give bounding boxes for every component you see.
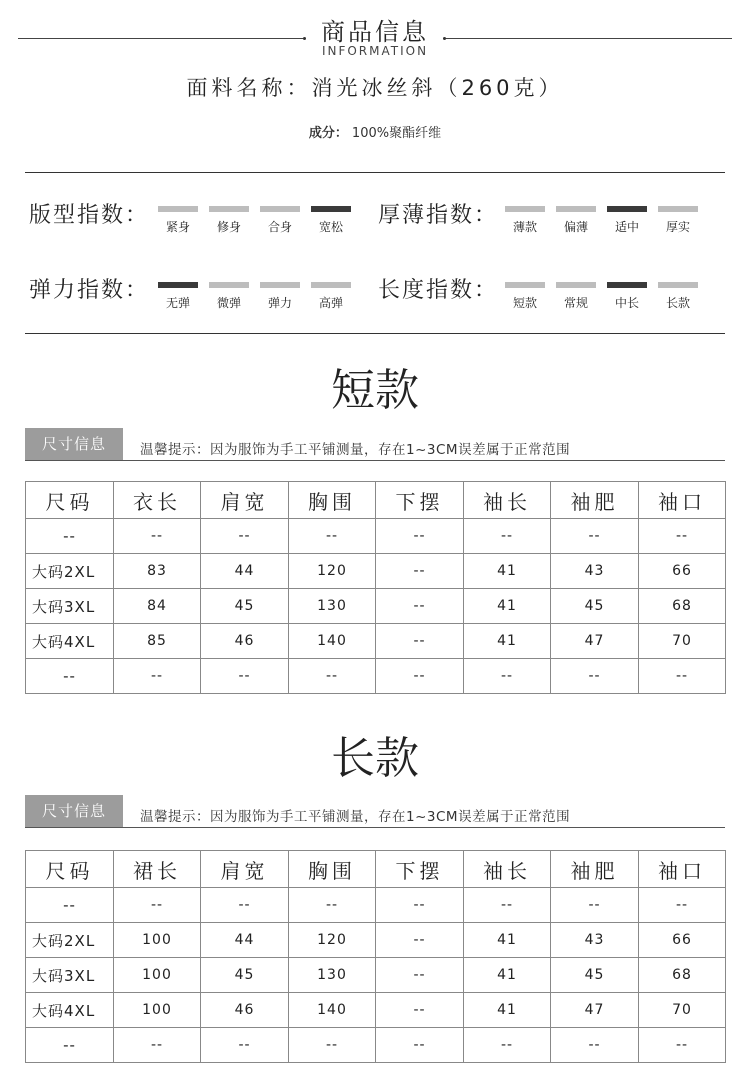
table-cell: 68 xyxy=(639,589,726,624)
index-bar xyxy=(607,282,647,288)
table-cell: -- xyxy=(376,554,464,589)
table-row xyxy=(26,958,726,993)
index-bar xyxy=(607,206,647,212)
header-cell: 衣长 xyxy=(114,482,201,519)
table-cell: -- xyxy=(114,519,201,554)
index-option: 常规 xyxy=(563,296,588,310)
index-bar xyxy=(158,206,198,212)
index-option: 厚实 xyxy=(665,220,690,234)
index-option: 偏薄 xyxy=(563,220,588,234)
index-option: 微弹 xyxy=(216,296,241,310)
header-cell: 尺码 xyxy=(26,851,114,888)
index-bar xyxy=(209,206,249,212)
index-title: 厚薄指数： xyxy=(378,203,499,228)
fabric-name: 面料名称：消光冰丝斜（260克） xyxy=(186,76,564,100)
table-cell: 130 xyxy=(289,589,376,624)
index-bar xyxy=(311,282,351,288)
size-tip: 温馨提示：因为服饰为手工平铺测量，存在1~3CM误差属于正常范围 xyxy=(140,809,571,825)
table-cell: 68 xyxy=(639,958,726,993)
table-row xyxy=(26,888,726,923)
table-cell: -- xyxy=(376,958,464,993)
table-cell: -- xyxy=(114,659,201,694)
index-option: 适中 xyxy=(614,220,639,234)
table-cell: 41 xyxy=(464,958,551,993)
composition-value: 100%聚酯纤维 xyxy=(351,126,442,141)
index-option: 中长 xyxy=(614,296,639,310)
table-cell: -- xyxy=(289,659,376,694)
table-cell: 大码4XL xyxy=(26,993,114,1028)
table-cell: -- xyxy=(26,1028,114,1063)
table-cell: -- xyxy=(289,1028,376,1063)
table-cell: -- xyxy=(639,659,726,694)
table-cell: -- xyxy=(289,888,376,923)
index-bar xyxy=(658,206,698,212)
table-cell: -- xyxy=(26,519,114,554)
table-cell: 140 xyxy=(289,624,376,659)
table-cell: -- xyxy=(26,659,114,694)
table-cell: 66 xyxy=(639,923,726,958)
table-row xyxy=(26,624,726,659)
table-cell: 84 xyxy=(114,589,201,624)
table-cell: -- xyxy=(376,923,464,958)
index-option: 长款 xyxy=(665,296,690,310)
header-cell: 胸围 xyxy=(289,851,376,888)
table-cell: 大码2XL xyxy=(26,554,114,589)
composition-label: 成分： xyxy=(308,126,348,141)
index-option: 合身 xyxy=(267,220,292,234)
header-cell: 袖肥 xyxy=(551,482,639,519)
header-cell: 袖长 xyxy=(464,851,551,888)
table-cell: 大码4XL xyxy=(26,624,114,659)
table-cell: -- xyxy=(376,1028,464,1063)
table-cell: -- xyxy=(551,888,639,923)
table-cell: -- xyxy=(376,888,464,923)
table-cell: 140 xyxy=(289,993,376,1028)
index-bar xyxy=(158,282,198,288)
table-cell: 66 xyxy=(639,554,726,589)
size-table-long xyxy=(25,850,726,1063)
table-cell: -- xyxy=(639,519,726,554)
table-cell: -- xyxy=(376,624,464,659)
table-cell: 100 xyxy=(114,993,201,1028)
page-title: 商品信息 xyxy=(321,18,429,46)
header-cell: 尺码 xyxy=(26,482,114,519)
index-title: 弹力指数： xyxy=(29,278,150,303)
table-cell: -- xyxy=(464,1028,551,1063)
table-row xyxy=(26,1028,726,1063)
table-cell: 44 xyxy=(201,923,289,958)
size-table-short xyxy=(25,481,726,694)
table-cell: -- xyxy=(464,888,551,923)
section-rule xyxy=(25,460,725,461)
table-cell: 大码3XL xyxy=(26,958,114,993)
section-rule xyxy=(25,827,725,828)
table-header-row xyxy=(26,851,726,888)
index-bar xyxy=(260,282,300,288)
table-cell: 44 xyxy=(201,554,289,589)
table-cell: 41 xyxy=(464,554,551,589)
divider-top xyxy=(25,172,725,173)
header-cell: 肩宽 xyxy=(201,482,289,519)
table-cell: 41 xyxy=(464,624,551,659)
index-option: 弹力 xyxy=(267,296,292,310)
size-info-tag: 尺寸信息 xyxy=(25,795,123,827)
table-cell: -- xyxy=(376,589,464,624)
header-cell: 下摆 xyxy=(376,482,464,519)
section-title-long: 长款 xyxy=(331,733,419,784)
index-option: 短款 xyxy=(512,296,537,310)
table-cell: 45 xyxy=(551,589,639,624)
size-tip: 温馨提示：因为服饰为手工平铺测量，存在1~3CM误差属于正常范围 xyxy=(140,442,571,458)
index-bar xyxy=(556,282,596,288)
table-cell: -- xyxy=(376,659,464,694)
header-cell: 胸围 xyxy=(289,482,376,519)
table-cell: -- xyxy=(639,888,726,923)
table-cell: -- xyxy=(464,659,551,694)
table-cell: -- xyxy=(201,1028,289,1063)
table-cell: 130 xyxy=(289,958,376,993)
header-cell: 袖口 xyxy=(639,482,726,519)
header-cell: 下摆 xyxy=(376,851,464,888)
table-cell: 41 xyxy=(464,589,551,624)
index-option: 无弹 xyxy=(165,296,190,310)
table-cell: 45 xyxy=(551,958,639,993)
table-cell: 85 xyxy=(114,624,201,659)
table-cell: -- xyxy=(551,519,639,554)
header-cell: 袖口 xyxy=(639,851,726,888)
index-title: 版型指数： xyxy=(29,203,150,228)
index-option: 修身 xyxy=(216,220,241,234)
table-header-row xyxy=(26,482,726,519)
index-bar xyxy=(505,206,545,212)
table-cell: 大码2XL xyxy=(26,923,114,958)
index-bar xyxy=(260,206,300,212)
table-row xyxy=(26,554,726,589)
table-row xyxy=(26,923,726,958)
table-cell: -- xyxy=(376,519,464,554)
size-info-tag: 尺寸信息 xyxy=(25,428,123,460)
table-cell: -- xyxy=(376,993,464,1028)
table-row xyxy=(26,659,726,694)
section-title-short: 短款 xyxy=(331,365,419,416)
table-row xyxy=(26,589,726,624)
index-bar xyxy=(505,282,545,288)
index-bar xyxy=(658,282,698,288)
table-cell: 70 xyxy=(639,624,726,659)
header-cell: 肩宽 xyxy=(201,851,289,888)
index-bar xyxy=(311,206,351,212)
table-cell: -- xyxy=(26,888,114,923)
table-cell: 120 xyxy=(289,554,376,589)
index-title: 长度指数： xyxy=(378,278,499,303)
index-option: 高弹 xyxy=(318,296,343,310)
index-option: 紧身 xyxy=(165,220,190,234)
table-row xyxy=(26,519,726,554)
header-cell: 裙长 xyxy=(114,851,201,888)
table-cell: -- xyxy=(114,1028,201,1063)
header-cell: 袖肥 xyxy=(551,851,639,888)
index-bar xyxy=(209,282,249,288)
composition xyxy=(0,122,750,141)
index-bar xyxy=(556,206,596,212)
table-cell: 47 xyxy=(551,993,639,1028)
table-cell: 70 xyxy=(639,993,726,1028)
table-cell: -- xyxy=(551,659,639,694)
table-cell: 41 xyxy=(464,923,551,958)
table-cell: -- xyxy=(201,519,289,554)
table-cell: 100 xyxy=(114,958,201,993)
divider-bottom xyxy=(25,333,725,334)
table-cell: -- xyxy=(114,888,201,923)
table-row xyxy=(26,993,726,1028)
table-cell: 45 xyxy=(201,958,289,993)
table-cell: 46 xyxy=(201,993,289,1028)
index-option: 宽松 xyxy=(318,220,343,234)
table-cell: 46 xyxy=(201,624,289,659)
header-cell: 袖长 xyxy=(464,482,551,519)
table-cell: 43 xyxy=(551,554,639,589)
table-cell: -- xyxy=(289,519,376,554)
table-cell: 47 xyxy=(551,624,639,659)
table-cell: -- xyxy=(551,1028,639,1063)
table-cell: 83 xyxy=(114,554,201,589)
table-cell: 120 xyxy=(289,923,376,958)
table-cell: -- xyxy=(201,888,289,923)
table-cell: -- xyxy=(464,519,551,554)
index-option: 薄款 xyxy=(512,220,537,234)
table-cell: 41 xyxy=(464,993,551,1028)
table-cell: 100 xyxy=(114,923,201,958)
table-cell: -- xyxy=(639,1028,726,1063)
page-subtitle: INFORMATION xyxy=(321,44,429,58)
table-cell: 43 xyxy=(551,923,639,958)
table-cell: -- xyxy=(201,659,289,694)
table-cell: 大码3XL xyxy=(26,589,114,624)
table-cell: 45 xyxy=(201,589,289,624)
